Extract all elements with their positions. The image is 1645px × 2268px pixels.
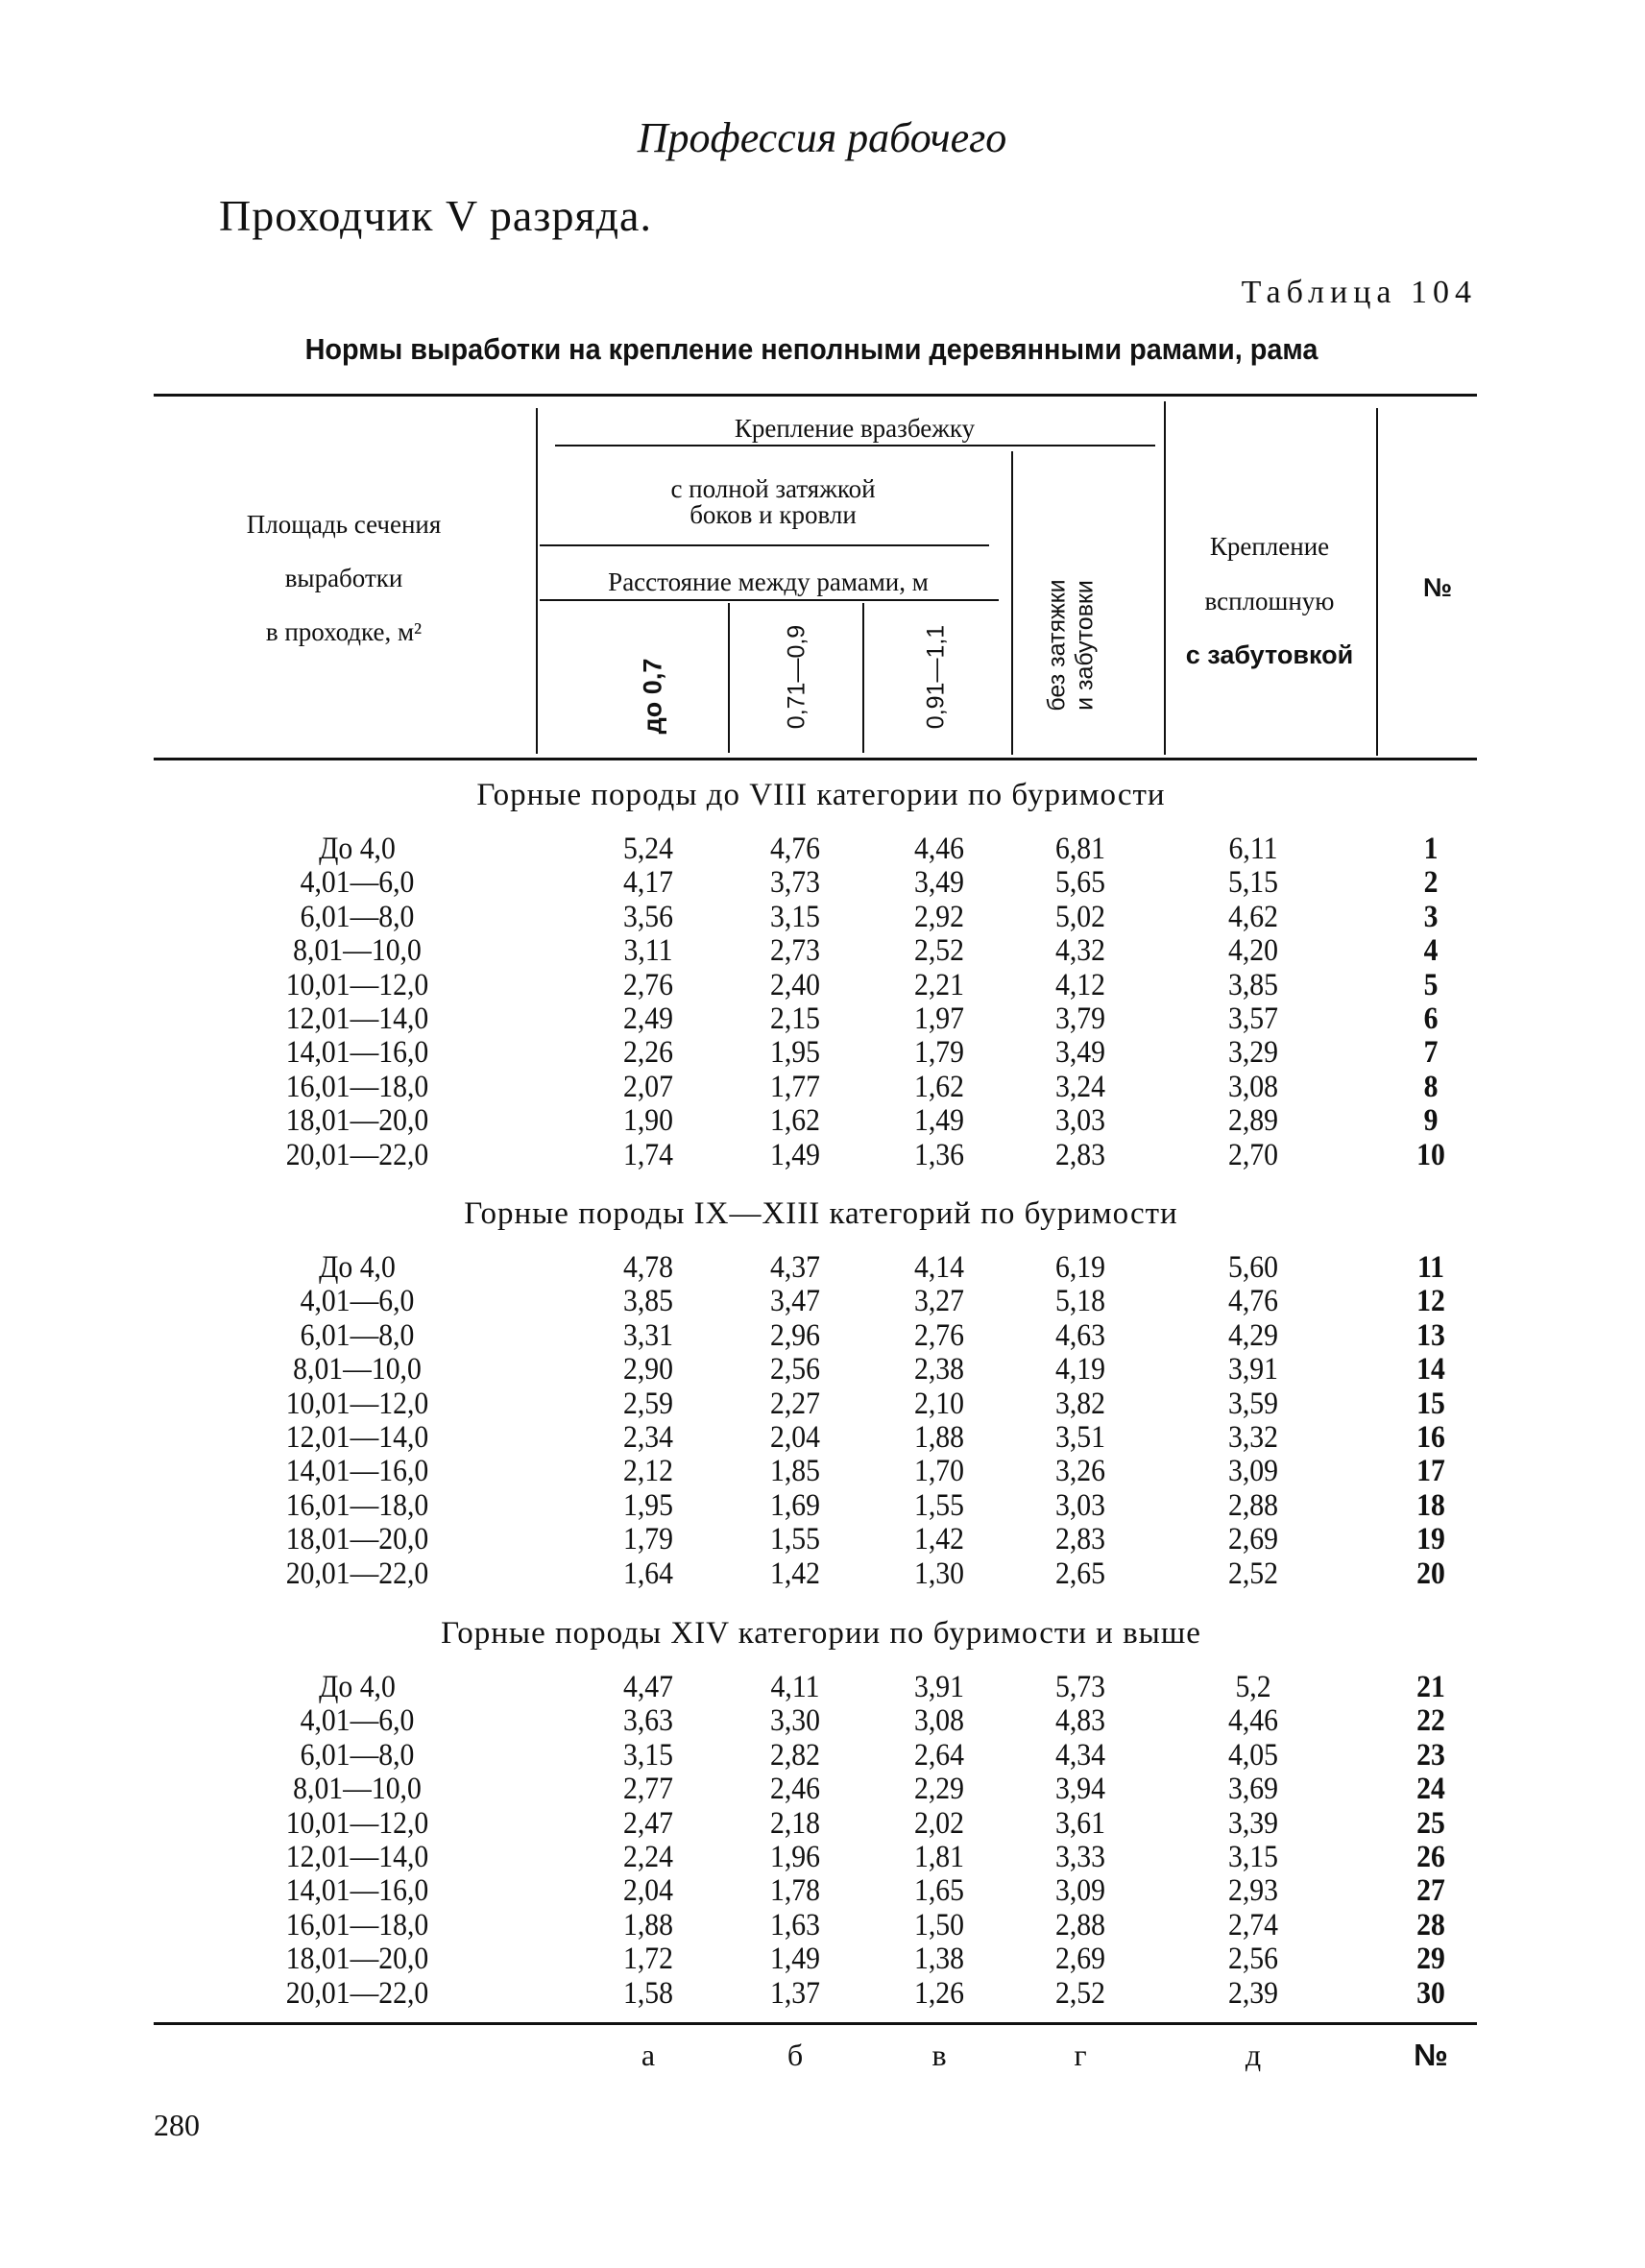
worker-title: Проходчик V разряда. bbox=[219, 191, 652, 240]
area-range: 6,01—8,0 bbox=[300, 1737, 415, 1773]
norm-value: 3,24 bbox=[1055, 1069, 1105, 1104]
col-d-line3: с забутовкой bbox=[1185, 640, 1354, 669]
norm-value: 2,34 bbox=[623, 1420, 673, 1455]
area-range: 16,01—18,0 bbox=[285, 1069, 429, 1104]
norm-value: 2,07 bbox=[623, 1069, 673, 1104]
row-number: 13 bbox=[1416, 1317, 1445, 1353]
column-letter: а bbox=[641, 2038, 656, 2072]
row-number: 12 bbox=[1416, 1284, 1445, 1319]
area-range: 4,01—6,0 bbox=[300, 1703, 415, 1739]
area-range: 6,01—8,0 bbox=[300, 899, 415, 934]
area-range: 18,01—20,0 bbox=[285, 1103, 429, 1139]
norm-value: 5,65 bbox=[1055, 865, 1105, 901]
column-letter: б bbox=[786, 2038, 804, 2072]
area-range: 10,01—12,0 bbox=[285, 1805, 429, 1841]
norm-value: 1,90 bbox=[623, 1103, 673, 1139]
area-range: 16,01—18,0 bbox=[285, 1907, 429, 1942]
norm-value: 2,65 bbox=[1055, 1556, 1105, 1591]
area-range: 14,01—16,0 bbox=[285, 1454, 429, 1489]
norm-value: 2,88 bbox=[1055, 1907, 1105, 1942]
norm-value: 2,29 bbox=[914, 1772, 964, 1807]
area-range: 10,01—12,0 bbox=[285, 1386, 429, 1421]
norm-value: 2,10 bbox=[914, 1386, 964, 1421]
group-rule bbox=[540, 599, 999, 601]
section-title: Горные породы до VIII категории по буримости bbox=[476, 778, 1166, 812]
row-number: 2 bbox=[1423, 865, 1439, 901]
row-number: 5 bbox=[1423, 967, 1439, 1002]
norm-value: 3,61 bbox=[1055, 1805, 1105, 1841]
norm-value: 4,76 bbox=[1228, 1284, 1278, 1319]
norm-value: 1,62 bbox=[914, 1069, 964, 1104]
area-range: 20,01—22,0 bbox=[285, 1556, 429, 1591]
area-range: 10,01—12,0 bbox=[285, 967, 429, 1002]
norm-value: 1,81 bbox=[914, 1840, 964, 1874]
area-header-line2: выработки bbox=[284, 564, 403, 592]
area-range: 12,01—14,0 bbox=[285, 1001, 429, 1036]
norm-value: 1,95 bbox=[623, 1487, 673, 1523]
norm-value: 1,37 bbox=[770, 1975, 820, 2011]
norm-value: 1,72 bbox=[623, 1942, 673, 1977]
norm-value: 3,47 bbox=[770, 1284, 820, 1319]
col-divider bbox=[728, 603, 730, 753]
col-g-line2: и забутовки bbox=[1071, 580, 1098, 711]
norm-value: 1,58 bbox=[623, 1975, 673, 2011]
area-range: До 4,0 bbox=[319, 1670, 396, 1704]
norm-value: 3,31 bbox=[623, 1317, 673, 1353]
norm-value: 3,56 bbox=[623, 899, 673, 934]
norm-value: 4,83 bbox=[1055, 1703, 1105, 1739]
row-number: 24 bbox=[1416, 1772, 1445, 1807]
norm-value: 1,55 bbox=[770, 1522, 820, 1557]
norm-value: 3,09 bbox=[1055, 1873, 1105, 1909]
norm-value: 3,49 bbox=[914, 865, 964, 901]
row-number: 30 bbox=[1416, 1975, 1445, 2011]
norm-value: 3,32 bbox=[1228, 1420, 1278, 1455]
row-number: 20 bbox=[1416, 1556, 1445, 1591]
norm-value: 3,82 bbox=[1055, 1386, 1105, 1421]
norm-value: 1,49 bbox=[914, 1103, 964, 1139]
row-number: 6 bbox=[1423, 1001, 1439, 1036]
row-number: 4 bbox=[1423, 933, 1439, 969]
norm-value: 4,32 bbox=[1055, 933, 1105, 969]
norm-value: 5,15 bbox=[1228, 865, 1278, 901]
area-range: 16,01—18,0 bbox=[285, 1487, 429, 1523]
area-range: 8,01—10,0 bbox=[293, 933, 422, 969]
full-lagging-line1: с полной затяжкой bbox=[670, 474, 876, 503]
area-range: 20,01—22,0 bbox=[285, 1975, 429, 2011]
norm-value: 2,83 bbox=[1055, 1522, 1105, 1557]
norm-value: 6,19 bbox=[1055, 1250, 1105, 1285]
col-a-header: до 0,7 bbox=[638, 658, 667, 735]
area-range: 4,01—6,0 bbox=[300, 865, 415, 901]
norm-value: 2,76 bbox=[914, 1317, 964, 1353]
norm-value: 2,76 bbox=[623, 967, 673, 1002]
norm-value: 3,26 bbox=[1055, 1454, 1105, 1489]
norm-value: 1,49 bbox=[770, 1942, 820, 1977]
norm-value: 5,18 bbox=[1055, 1284, 1105, 1319]
norm-value: 4,46 bbox=[914, 832, 964, 866]
norm-value: 2,27 bbox=[770, 1386, 820, 1421]
norm-value: 3,15 bbox=[623, 1737, 673, 1773]
norm-value: 2,39 bbox=[1228, 1975, 1278, 2011]
norm-value: 3,91 bbox=[914, 1670, 964, 1704]
norm-value: 3,15 bbox=[1228, 1840, 1278, 1874]
norm-value: 3,59 bbox=[1228, 1386, 1278, 1421]
norm-value: 3,03 bbox=[1055, 1103, 1105, 1139]
row-number: 21 bbox=[1416, 1670, 1445, 1704]
row-number: 15 bbox=[1416, 1386, 1445, 1421]
norm-value: 2,49 bbox=[623, 1001, 673, 1036]
col-divider bbox=[862, 603, 864, 753]
norm-value: 3,79 bbox=[1055, 1001, 1105, 1036]
norm-value: 1,85 bbox=[770, 1454, 820, 1489]
norm-value: 3,27 bbox=[914, 1284, 964, 1319]
norm-value: 3,08 bbox=[1228, 1069, 1278, 1104]
norm-value: 3,09 bbox=[1228, 1454, 1278, 1489]
section-title: Горные породы XIV категории по буримости и выше bbox=[441, 1616, 1201, 1651]
col-divider bbox=[1164, 401, 1166, 755]
norm-value: 1,36 bbox=[914, 1137, 964, 1172]
row-number: 11 bbox=[1416, 1250, 1445, 1285]
norm-value: 2,89 bbox=[1228, 1103, 1278, 1139]
col-g-line1: без затяжки bbox=[1043, 579, 1071, 712]
norm-value: 3,94 bbox=[1055, 1772, 1105, 1807]
norm-value: 2,73 bbox=[770, 933, 820, 969]
norm-value: 2,21 bbox=[914, 967, 964, 1002]
row-number: 9 bbox=[1423, 1103, 1439, 1139]
norm-value: 2,77 bbox=[623, 1772, 673, 1807]
area-range: 6,01—8,0 bbox=[300, 1317, 415, 1353]
norm-value: 4,05 bbox=[1228, 1737, 1278, 1773]
profession-label: Профессия рабочего bbox=[637, 114, 1007, 161]
norm-value: 6,11 bbox=[1228, 832, 1278, 866]
norm-value: 2,12 bbox=[623, 1454, 673, 1489]
norm-value: 3,49 bbox=[1055, 1035, 1105, 1071]
col-d-line2: всплошную bbox=[1204, 587, 1335, 615]
full-lagging-line2: боков и кровли bbox=[689, 500, 857, 529]
norm-value: 1,64 bbox=[623, 1556, 673, 1591]
norm-value: 3,15 bbox=[770, 899, 820, 934]
group-rule bbox=[555, 445, 1155, 446]
table-title: Нормы выработки на крепление неполными деревянными рамами, рама bbox=[304, 332, 1318, 366]
norm-value: 4,47 bbox=[623, 1670, 673, 1704]
col-divider bbox=[1011, 451, 1013, 755]
norm-value: 4,78 bbox=[623, 1250, 673, 1285]
area-range: 18,01—20,0 bbox=[285, 1522, 429, 1557]
norm-value: 1,30 bbox=[914, 1556, 964, 1591]
norm-value: 2,52 bbox=[914, 933, 964, 969]
norm-value: 2,64 bbox=[914, 1737, 964, 1773]
norm-value: 2,82 bbox=[770, 1737, 820, 1773]
col-no-header: № bbox=[1422, 573, 1453, 602]
norm-value: 1,78 bbox=[770, 1873, 820, 1909]
norm-value: 2,96 bbox=[770, 1317, 820, 1353]
norm-value: 3,85 bbox=[623, 1284, 673, 1319]
norm-value: 2,47 bbox=[623, 1805, 673, 1841]
norm-value: 2,69 bbox=[1055, 1942, 1105, 1977]
norm-value: 2,93 bbox=[1228, 1873, 1278, 1909]
row-number: 3 bbox=[1423, 899, 1439, 934]
norm-value: 2,46 bbox=[770, 1772, 820, 1807]
table-number: Таблица 104 bbox=[1241, 275, 1477, 310]
col-d-line1: Крепление bbox=[1209, 532, 1330, 561]
column-letter: д bbox=[1245, 2038, 1262, 2072]
col-v-header: 0,91—1,1 bbox=[922, 624, 950, 730]
norm-value: 3,39 bbox=[1228, 1805, 1278, 1841]
area-range: 4,01—6,0 bbox=[300, 1284, 415, 1319]
norm-value: 4,17 bbox=[623, 865, 673, 901]
norm-value: 1,55 bbox=[914, 1487, 964, 1523]
norm-value: 1,38 bbox=[914, 1942, 964, 1977]
norm-value: 2,40 bbox=[770, 967, 820, 1002]
row-number: 8 bbox=[1423, 1069, 1439, 1104]
norm-value: 1,79 bbox=[914, 1035, 964, 1071]
norm-value: 2,18 bbox=[770, 1805, 820, 1841]
norm-value: 3,57 bbox=[1228, 1001, 1278, 1036]
norm-value: 4,62 bbox=[1228, 899, 1278, 934]
norm-value: 2,69 bbox=[1228, 1522, 1278, 1557]
norm-value: 1,88 bbox=[914, 1420, 964, 1455]
norm-value: 6,81 bbox=[1055, 832, 1105, 866]
norm-value: 1,88 bbox=[623, 1907, 673, 1942]
row-number: 16 bbox=[1416, 1420, 1445, 1455]
area-range: 14,01—16,0 bbox=[285, 1035, 429, 1071]
area-range: 18,01—20,0 bbox=[285, 1942, 429, 1977]
column-letter: г bbox=[1074, 2038, 1087, 2072]
norm-value: 3,91 bbox=[1228, 1352, 1278, 1387]
norm-value: 1,70 bbox=[914, 1454, 964, 1489]
page-number: 280 bbox=[154, 2108, 200, 2142]
distance-header: Расстояние между рамами, м bbox=[608, 567, 929, 596]
norm-value: 1,42 bbox=[770, 1556, 820, 1591]
norm-value: 2,59 bbox=[623, 1386, 673, 1421]
norm-value: 3,69 bbox=[1228, 1772, 1278, 1807]
norm-value: 4,34 bbox=[1055, 1737, 1105, 1773]
norm-value: 1,65 bbox=[914, 1873, 964, 1909]
norm-value: 2,88 bbox=[1228, 1487, 1278, 1523]
norm-value: 2,74 bbox=[1228, 1907, 1278, 1942]
norm-value: 3,29 bbox=[1228, 1035, 1278, 1071]
norm-value: 4,19 bbox=[1055, 1352, 1105, 1387]
norm-value: 5,24 bbox=[623, 832, 673, 866]
row-number: 28 bbox=[1416, 1907, 1445, 1942]
area-range: До 4,0 bbox=[319, 832, 396, 866]
norm-value: 1,63 bbox=[770, 1907, 820, 1942]
area-range: 8,01—10,0 bbox=[293, 1772, 422, 1807]
norm-value: 1,77 bbox=[770, 1069, 820, 1104]
row-number: 27 bbox=[1416, 1873, 1445, 1909]
norm-value: 2,02 bbox=[914, 1805, 964, 1841]
area-range: До 4,0 bbox=[319, 1250, 396, 1285]
norm-value: 1,79 bbox=[623, 1522, 673, 1557]
bottom-rule bbox=[154, 2022, 1477, 2025]
area-range: 14,01—16,0 bbox=[285, 1873, 429, 1909]
area-range: 20,01—22,0 bbox=[285, 1137, 429, 1172]
norm-value: 5,2 bbox=[1235, 1670, 1271, 1704]
area-range: 12,01—14,0 bbox=[285, 1840, 429, 1874]
norm-value: 4,20 bbox=[1228, 933, 1278, 969]
norm-value: 4,11 bbox=[770, 1670, 820, 1704]
norm-value: 1,69 bbox=[770, 1487, 820, 1523]
col-b-header: 0,71—0,9 bbox=[783, 624, 810, 730]
norm-value: 2,15 bbox=[770, 1001, 820, 1036]
norm-value: 5,73 bbox=[1055, 1670, 1105, 1704]
norm-value: 2,83 bbox=[1055, 1137, 1105, 1172]
norm-value: 2,70 bbox=[1228, 1137, 1278, 1172]
top-rule bbox=[154, 394, 1477, 397]
col-divider bbox=[536, 408, 538, 754]
norm-value: 3,85 bbox=[1228, 967, 1278, 1002]
row-number: 17 bbox=[1416, 1454, 1445, 1489]
row-number: 22 bbox=[1416, 1703, 1445, 1739]
norm-value: 1,50 bbox=[914, 1907, 964, 1942]
norm-value: 5,60 bbox=[1228, 1250, 1278, 1285]
norm-value: 2,52 bbox=[1055, 1975, 1105, 2011]
norm-value: 3,63 bbox=[623, 1703, 673, 1739]
norm-value: 4,46 bbox=[1228, 1703, 1278, 1739]
norm-value: 4,29 bbox=[1228, 1317, 1278, 1353]
norm-value: 2,38 bbox=[914, 1352, 964, 1387]
norm-value: 4,37 bbox=[770, 1250, 820, 1285]
norm-value: 3,30 bbox=[770, 1703, 820, 1739]
norm-value: 4,63 bbox=[1055, 1317, 1105, 1353]
row-number: 25 bbox=[1416, 1805, 1445, 1841]
norm-value: 2,56 bbox=[770, 1352, 820, 1387]
norm-value: 1,62 bbox=[770, 1103, 820, 1139]
row-number: 7 bbox=[1423, 1035, 1439, 1071]
row-number: 19 bbox=[1416, 1522, 1445, 1557]
norm-value: 3,11 bbox=[623, 933, 673, 969]
norm-value: 1,97 bbox=[914, 1001, 964, 1036]
sparse-header: Крепление вразбежку bbox=[734, 414, 976, 443]
row-number: 26 bbox=[1416, 1840, 1445, 1874]
area-range: 12,01—14,0 bbox=[285, 1420, 429, 1455]
norm-value: 4,14 bbox=[914, 1250, 964, 1285]
group-rule bbox=[540, 544, 989, 546]
norm-value: 1,95 bbox=[770, 1035, 820, 1071]
norm-value: 4,76 bbox=[770, 832, 820, 866]
norm-value: 3,73 bbox=[770, 865, 820, 901]
norm-value: 2,04 bbox=[623, 1873, 673, 1909]
norm-value: 3,51 bbox=[1055, 1420, 1105, 1455]
norm-value: 2,90 bbox=[623, 1352, 673, 1387]
norm-value: 1,26 bbox=[914, 1975, 964, 2011]
area-range: 8,01—10,0 bbox=[293, 1352, 422, 1387]
norm-value: 1,49 bbox=[770, 1137, 820, 1172]
norm-value: 2,52 bbox=[1228, 1556, 1278, 1591]
norm-value: 2,56 bbox=[1228, 1942, 1278, 1977]
area-header-line1: Площадь сечения bbox=[246, 510, 442, 539]
header-bottom-rule bbox=[154, 758, 1477, 760]
norm-value: 1,96 bbox=[770, 1840, 820, 1874]
row-number: 1 bbox=[1423, 832, 1439, 866]
norm-value: 2,26 bbox=[623, 1035, 673, 1071]
row-number: 10 bbox=[1416, 1137, 1445, 1172]
column-letter: № bbox=[1414, 2038, 1448, 2072]
row-number: 23 bbox=[1416, 1737, 1445, 1773]
norm-value: 1,42 bbox=[914, 1522, 964, 1557]
area-header-line3: в проходке, м² bbox=[265, 617, 423, 646]
col-divider bbox=[1376, 408, 1378, 756]
norm-value: 4,12 bbox=[1055, 967, 1105, 1002]
section-title: Горные породы IX—XIII категорий по буримости bbox=[464, 1196, 1178, 1231]
norm-value: 3,08 bbox=[914, 1703, 964, 1739]
norm-value: 3,33 bbox=[1055, 1840, 1105, 1874]
norm-value: 1,74 bbox=[623, 1137, 673, 1172]
row-number: 18 bbox=[1416, 1487, 1445, 1523]
row-number: 29 bbox=[1416, 1942, 1445, 1977]
norm-value: 2,24 bbox=[623, 1840, 673, 1874]
column-letter: в bbox=[931, 2038, 947, 2072]
norm-value: 2,92 bbox=[914, 899, 964, 934]
col-g-header bbox=[1043, 579, 1099, 711]
norm-value: 3,03 bbox=[1055, 1487, 1105, 1523]
row-number: 14 bbox=[1416, 1352, 1445, 1387]
norm-value: 5,02 bbox=[1055, 899, 1105, 934]
norm-value: 2,04 bbox=[770, 1420, 820, 1455]
